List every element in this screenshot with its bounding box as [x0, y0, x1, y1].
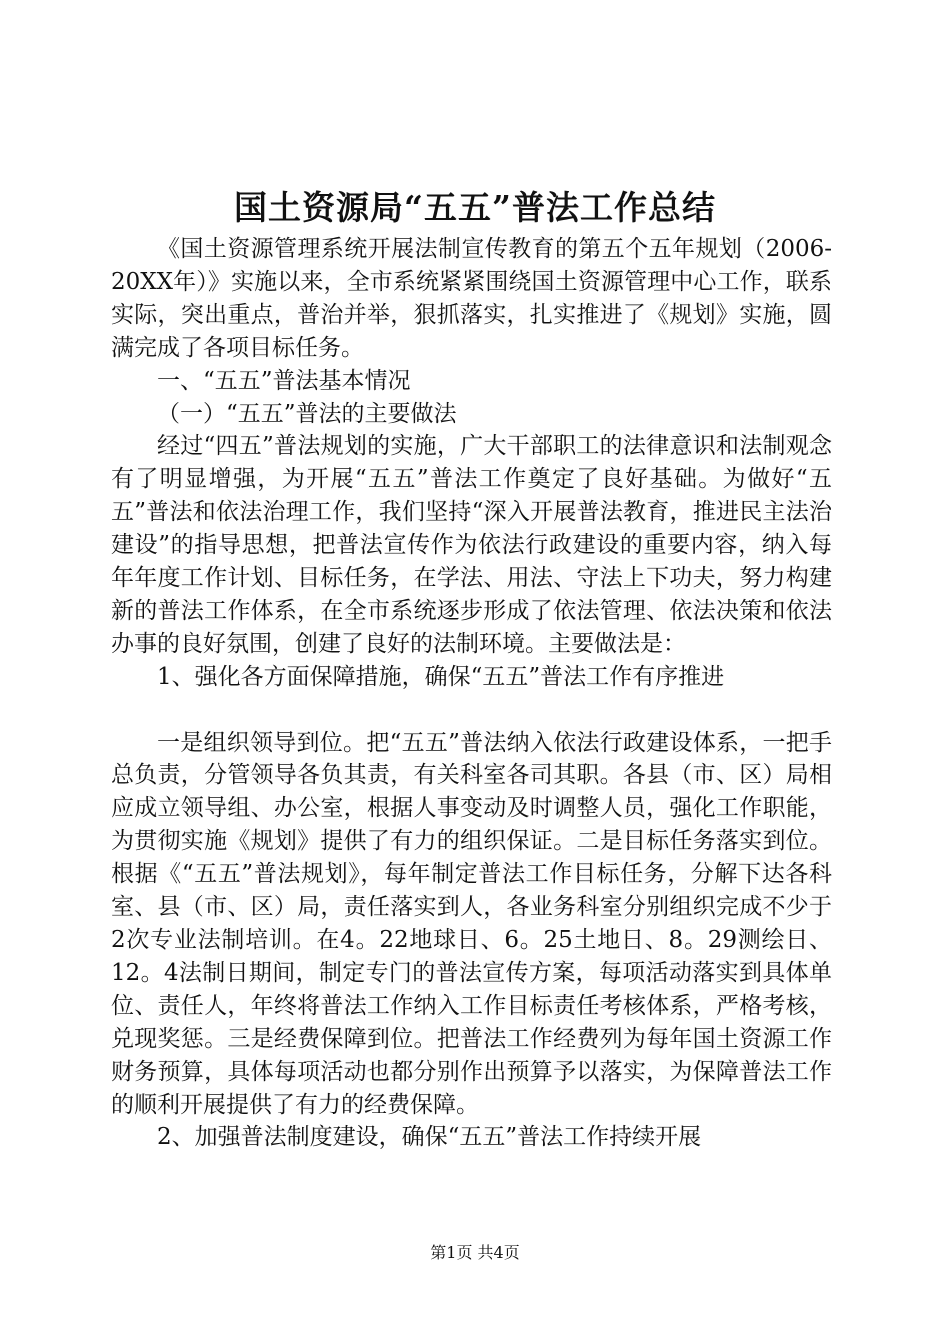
paragraph-background: 经过“四五”普法规划的实施，广大干部职工的法律意识和法制观念有了明显增强，为开展“五五”普法工作奠定了良好基础。为做好“五五”普法和依法治理工作，我们坚持“深入开展普法教育，推进民主法治建设”的指导思想，把普法宣传作为依法行政建设的重要内容，纳入每年年度工作计划、目标任务，在学法、用法、守法上下功夫，努力构建新的普法工作体系，在全市系统逐步形成了依法管理、依法决策和依法办事的良好氛围，创建了良好的法制环境。主要做法是：	[111, 433, 832, 657]
paragraph-intro: 《国土资源管理系统开展法制宣传教育的第五个五年规划（2006-20XX年）》实施以来，全市系统紧紧围绕国土资源管理中心工作，联系实际，突出重点，普治并举，狠抓落实，扎实推进了《规划》实施，圆满完成了各项目标任务。	[111, 236, 832, 361]
item-heading-2: 2、加强普法制度建设，确保“五五”普法工作持续开展	[157, 1124, 702, 1151]
item-heading-1: 1、强化各方面保障措施，确保“五五”普法工作有序推进	[157, 663, 725, 690]
section-heading-1: 一、“五五”普法基本情况	[157, 367, 411, 394]
paragraph-measures: 一是组织领导到位。把“五五”普法纳入依法行政建设体系，一把手总负责，分管领导各负其责，有关科室各司其职。各县（市、区）局相应成立领导组、办公室，根据人事变动及时调整人员，强化工作职能，为贯彻实施《规划》提供了有力的组织保证。二是目标任务落实到位。根据《“五五”普法规划》，每年制定普法工作目标任务，分解下达各科室、县（市、区）局，责任落实到人，各业务科室分别组织完成不少于2次专业法制培训。在4。22地球日、6。25土地日、8。29测绘日、12。4法制日期间，制定专门的普法宣传方案，每项活动落实到具体单位、责任人，年终将普法工作纳入工作目标责任考核体系，严格考核，兑现奖惩。三是经费保障到位。把普法工作经费列为每年国土资源工作财务预算，具体每项活动也都分别作出预算予以落实，为保障普法工作的顺利开展提供了有力的经费保障。	[111, 729, 832, 1118]
subsection-heading-1: （一）“五五”普法的主要做法	[157, 400, 457, 427]
document-body	[111, 233, 832, 1154]
page-footer: 第1页 共4页	[430, 1243, 520, 1262]
document-title: 国土资源局“五五”普法工作总结	[234, 188, 716, 227]
